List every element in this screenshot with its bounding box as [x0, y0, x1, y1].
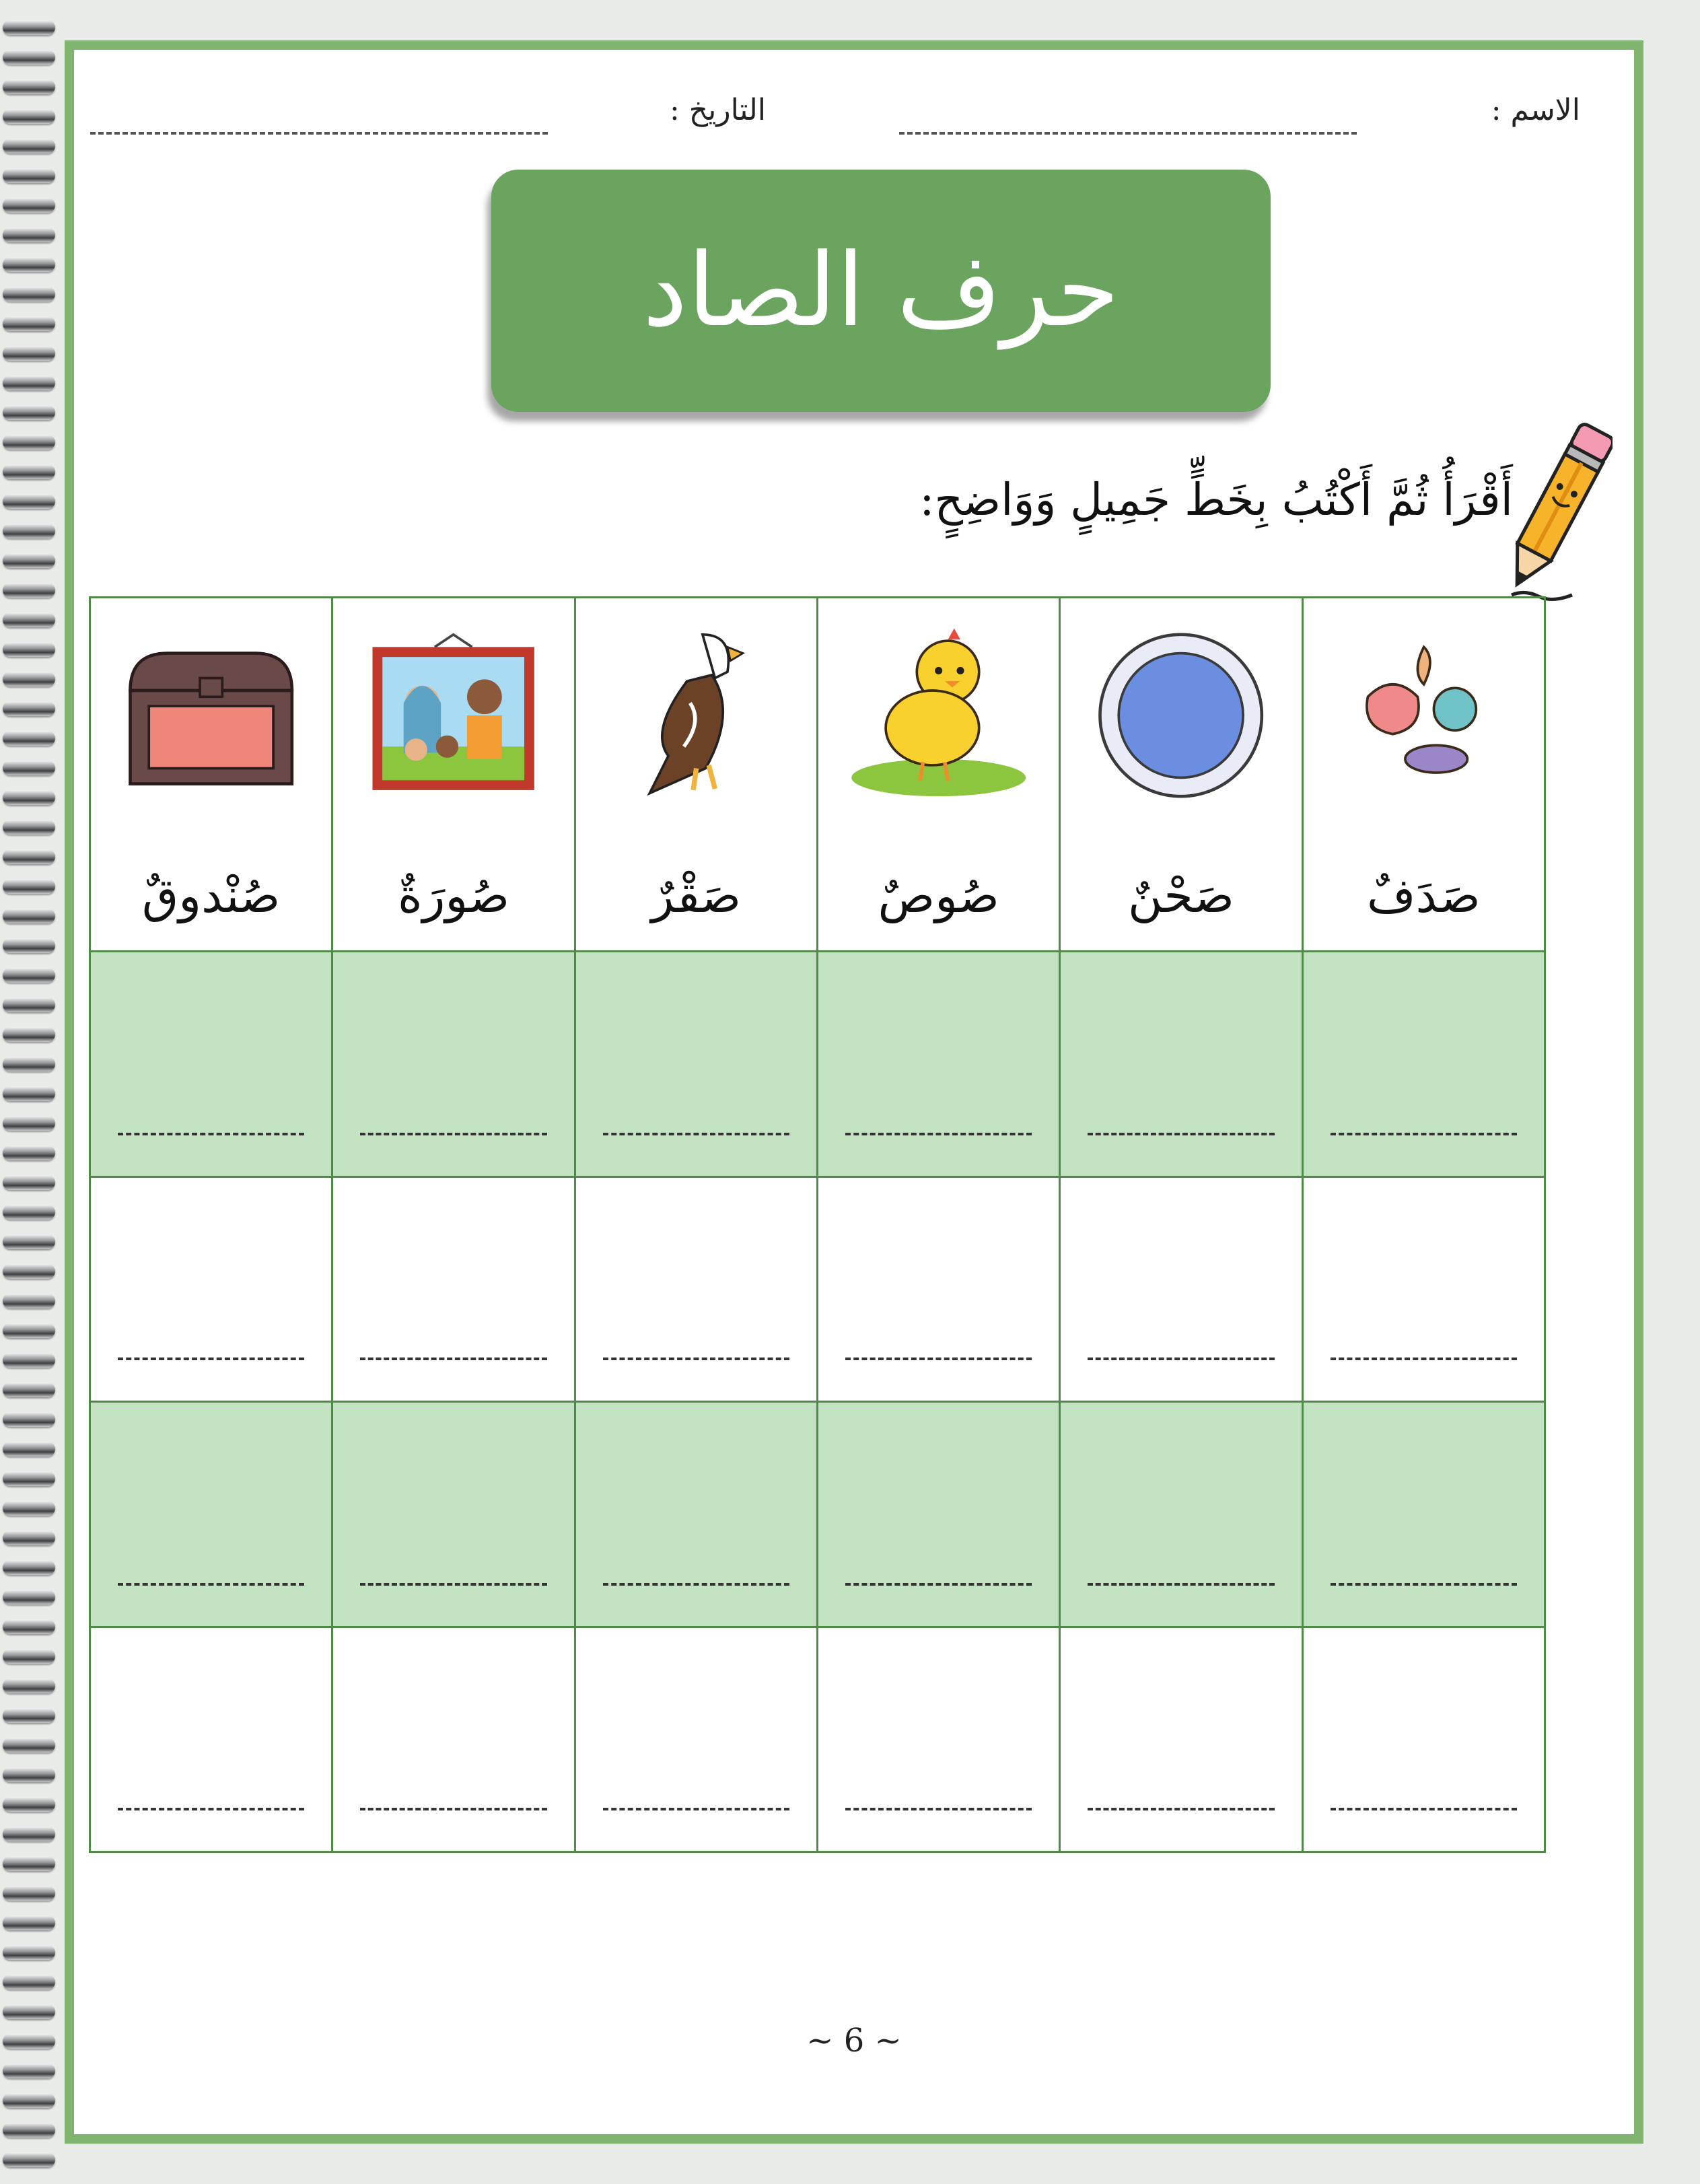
writing-cell[interactable]: [574, 1176, 818, 1403]
writing-cell[interactable]: [1302, 950, 1546, 1178]
spiral-ring: [3, 1886, 55, 1901]
spiral-ring: [3, 1264, 55, 1279]
writing-cell[interactable]: [816, 950, 1061, 1178]
spiral-ring: [3, 2093, 55, 2108]
writing-line: [360, 1358, 546, 1360]
spiral-ring: [3, 1590, 55, 1605]
spiral-ring: [3, 879, 55, 894]
spiral-ring: [3, 849, 55, 864]
seashells-icon: [1331, 614, 1517, 816]
writing-line: [360, 1133, 546, 1135]
worksheet-page: [65, 40, 1643, 2144]
spiral-ring: [3, 1827, 55, 1841]
spiral-ring: [3, 1205, 55, 1220]
spiral-ring: [3, 139, 55, 153]
writing-line: [118, 1583, 304, 1586]
spiral-ring: [3, 938, 55, 953]
spiral-ring: [3, 1294, 55, 1308]
spiral-ring: [3, 672, 55, 686]
word-label: صَحْنٌ: [1128, 868, 1234, 923]
spiral-ring: [3, 1412, 55, 1427]
spiral-ring: [3, 701, 55, 716]
writing-cell[interactable]: [1302, 1401, 1546, 1628]
spiral-ring: [3, 1234, 55, 1249]
spiral-ring: [3, 20, 55, 35]
writing-line: [1088, 1133, 1274, 1135]
writing-line: [1331, 1808, 1517, 1810]
spiral-ring: [3, 1619, 55, 1634]
spiral-ring: [3, 997, 55, 1012]
writing-line: [845, 1808, 1032, 1810]
spiral-ring: [3, 1530, 55, 1545]
writing-line: [845, 1583, 1032, 1586]
spiral-ring: [3, 1116, 55, 1131]
spiral-ring: [3, 376, 55, 390]
name-field[interactable]: [899, 132, 1357, 135]
date-field[interactable]: [90, 132, 548, 135]
writing-cell[interactable]: [331, 1626, 575, 1854]
writing-line: [603, 1583, 789, 1586]
spiral-ring: [3, 168, 55, 183]
spiral-ring: [3, 435, 55, 450]
spiral-ring: [3, 642, 55, 657]
writing-line: [603, 1808, 789, 1810]
spiral-ring: [3, 2064, 55, 2078]
eagle-icon: [603, 614, 789, 816]
word-label: صُنْدوقٌ: [141, 868, 281, 923]
word-card: [574, 596, 818, 952]
writing-cell[interactable]: [816, 1176, 1061, 1403]
spiral-ring: [3, 1708, 55, 1723]
writing-line: [845, 1133, 1032, 1135]
writing-line: [845, 1358, 1032, 1360]
writing-cell[interactable]: [1059, 1626, 1303, 1854]
spiral-ring: [3, 1027, 55, 1042]
writing-cell[interactable]: [574, 1626, 818, 1854]
spiral-ring: [3, 1471, 55, 1486]
spiral-ring: [3, 1767, 55, 1782]
writing-line: [118, 1358, 304, 1360]
chick-icon: [845, 614, 1032, 816]
spiral-binding: [0, 0, 62, 2184]
spiral-ring: [3, 1649, 55, 1664]
spiral-ring: [3, 612, 55, 627]
writing-cell[interactable]: [1059, 1176, 1303, 1403]
writing-cell[interactable]: [1302, 1626, 1546, 1854]
title-banner: [491, 170, 1271, 412]
spiral-ring: [3, 79, 55, 94]
spiral-ring: [3, 2034, 55, 2049]
writing-cell[interactable]: [816, 1626, 1061, 1854]
spiral-ring: [3, 553, 55, 568]
plate-icon: [1088, 614, 1274, 816]
spiral-ring: [3, 1175, 55, 1190]
spiral-ring: [3, 1382, 55, 1397]
spiral-ring: [3, 968, 55, 983]
spiral-ring: [3, 524, 55, 538]
writing-cell[interactable]: [89, 1626, 333, 1854]
writing-line: [118, 1808, 304, 1810]
spiral-ring: [3, 1797, 55, 1812]
writing-cell[interactable]: [816, 1401, 1061, 1628]
spiral-ring: [3, 464, 55, 479]
spiral-ring: [3, 2004, 55, 2019]
spiral-ring: [3, 50, 55, 65]
spiral-ring: [3, 1856, 55, 1871]
spiral-ring: [3, 731, 55, 746]
writing-cell[interactable]: [89, 1176, 333, 1403]
writing-line: [1331, 1133, 1517, 1135]
word-card: [1302, 596, 1546, 952]
writing-line: [1088, 1808, 1274, 1810]
writing-cell[interactable]: [331, 1176, 575, 1403]
spiral-ring: [3, 1945, 55, 1960]
spiral-ring: [3, 1442, 55, 1456]
spiral-ring: [3, 1323, 55, 1338]
writing-cell[interactable]: [331, 950, 575, 1178]
spiral-ring: [3, 405, 55, 420]
word-label: صَدَفٌ: [1366, 868, 1481, 923]
spiral-ring: [3, 1057, 55, 1071]
word-label: صُوصٌ: [878, 868, 999, 923]
spiral-ring: [3, 346, 55, 361]
spiral-ring: [3, 494, 55, 509]
spiral-ring: [3, 1086, 55, 1101]
writing-line: [118, 1133, 304, 1135]
writing-grid: [89, 596, 1544, 1851]
spiral-ring: [3, 109, 55, 124]
pencil-icon: [1498, 413, 1613, 608]
writing-cell[interactable]: [1059, 1401, 1303, 1628]
writing-line: [1088, 1358, 1274, 1360]
spiral-ring: [3, 198, 55, 213]
page-title: حرف الصاد: [642, 232, 1120, 349]
writing-cell[interactable]: [1059, 950, 1303, 1178]
writing-line: [1088, 1583, 1274, 1586]
spiral-ring: [3, 227, 55, 242]
spiral-ring: [3, 287, 55, 302]
word-label: صُورَةٌ: [397, 868, 510, 923]
spiral-ring: [3, 1146, 55, 1160]
word-card: [331, 596, 575, 952]
writing-cell[interactable]: [89, 950, 333, 1178]
spiral-ring: [3, 1353, 55, 1368]
writing-line: [1331, 1583, 1517, 1586]
writing-cell[interactable]: [1302, 1176, 1546, 1403]
writing-cell[interactable]: [89, 1401, 333, 1628]
spiral-ring: [3, 1679, 55, 1693]
instruction-text: أَقْرَأُ ثُمَّ أَكْتُبُ بِخَطٍّ جَمِيلٍ وَوَاضِحٍ:: [919, 474, 1513, 526]
writing-cell[interactable]: [574, 1401, 818, 1628]
writing-line: [603, 1133, 789, 1135]
page-number: ~ 6 ~: [806, 2022, 902, 2059]
spiral-ring: [3, 761, 55, 775]
word-card: [89, 596, 333, 952]
writing-cell[interactable]: [331, 1401, 575, 1628]
word-label: صَقْرٌ: [651, 868, 742, 923]
writing-line: [360, 1583, 546, 1586]
spiral-ring: [3, 2152, 55, 2167]
spiral-ring: [3, 820, 55, 835]
spiral-ring: [3, 1915, 55, 1930]
writing-cell[interactable]: [574, 950, 818, 1178]
treasure-chest-icon: [118, 614, 304, 816]
writing-line: [1331, 1358, 1517, 1360]
spiral-ring: [3, 316, 55, 331]
writing-line: [360, 1808, 546, 1810]
spiral-ring: [3, 1560, 55, 1575]
spiral-ring: [3, 1975, 55, 1989]
date-label: التاريخ :: [669, 93, 766, 127]
family-photo-icon: [360, 614, 546, 816]
spiral-ring: [3, 583, 55, 598]
word-card: [816, 596, 1061, 952]
spiral-ring: [3, 1738, 55, 1753]
word-card: [1059, 596, 1303, 952]
spiral-ring: [3, 909, 55, 923]
spiral-ring: [3, 790, 55, 805]
name-label: الاسم :: [1491, 93, 1580, 127]
spiral-ring: [3, 257, 55, 272]
writing-line: [603, 1358, 789, 1360]
spiral-ring: [3, 2123, 55, 2138]
spiral-ring: [3, 1501, 55, 1516]
